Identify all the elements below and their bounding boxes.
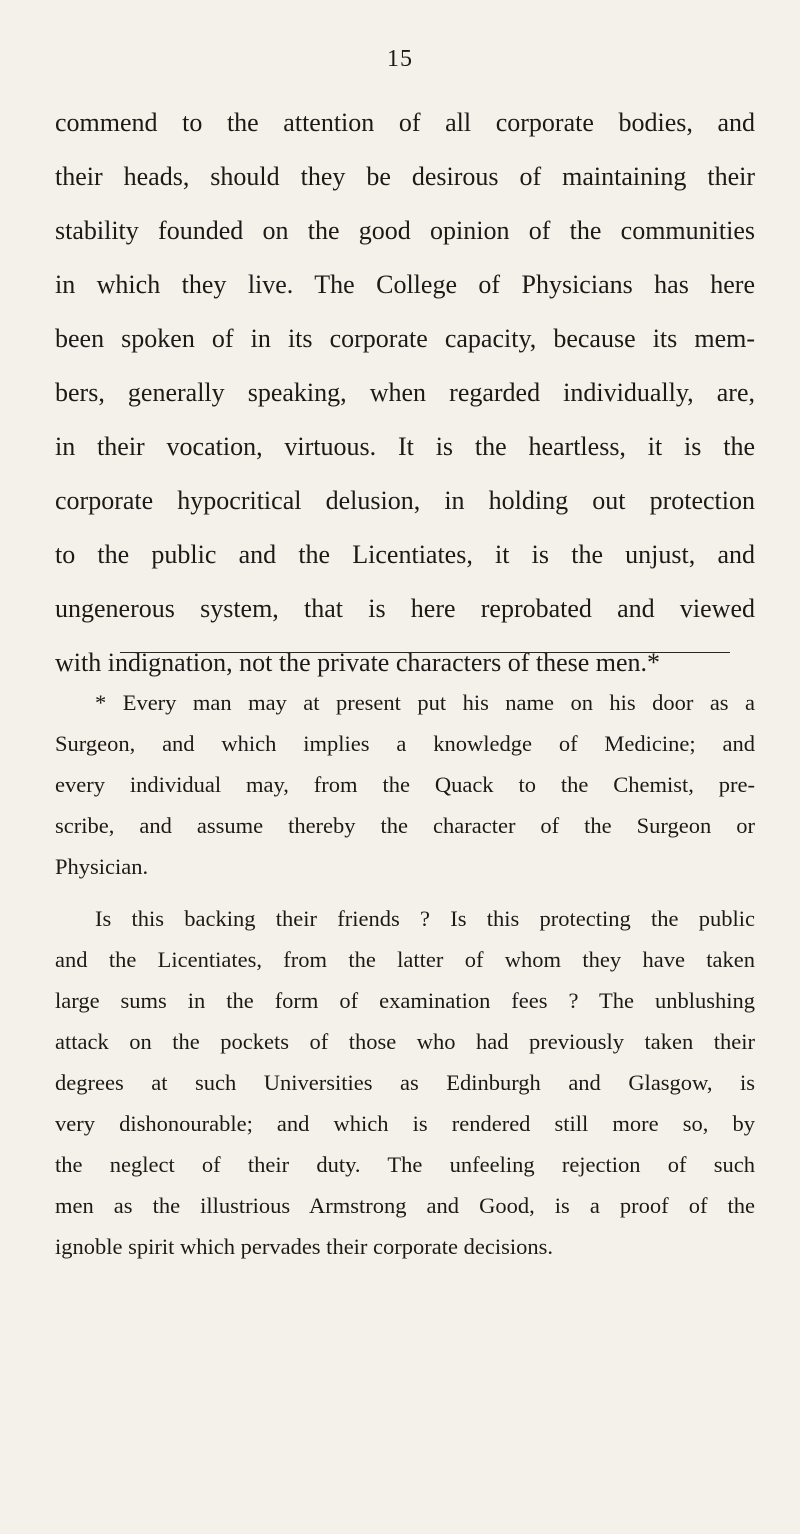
footnote-line: Physician. [55,854,149,879]
footnote-line: degrees at such Universities as Edinburgh and Glasgow, is [55,1070,755,1095]
main-line: bers, generally speaking, when regarded individually, are, [55,378,755,407]
main-line: with indignation, not the private characters of these men.* [55,648,661,677]
footnote-line: and the Licentiates, from the latter of whom they have taken [55,947,755,972]
main-line: been spoken of in its corporate capacity, because its mem- [55,324,755,353]
footnote-line: large sums in the form of examination fees ? The unblushing [55,988,755,1013]
footnote-line: Is this backing their friends ? Is this protecting the public [95,906,755,931]
footnote-line: Surgeon, and which implies a knowledge of Medicine; and [55,731,755,756]
footnote-second [55,898,755,1267]
footnote-line: every individual may, from the Quack to the Chemist, pre- [55,772,755,797]
main-line: stability founded on the good opinion of the communities [55,216,755,245]
main-line: to the public and the Licentiates, it is the unjust, and [55,540,755,569]
main-line: in which they live. The College of Physicians has here [55,270,755,299]
footnote-first [55,682,755,887]
footnote-line: attack on the pockets of those who had previously taken their [55,1029,755,1054]
footnote-line: very dishonourable; and which is rendered still more so, by [55,1111,755,1136]
footnote-divider [120,652,730,653]
main-line: corporate hypocritical delusion, in holding out protection [55,486,755,515]
footnote-line: the neglect of their duty. The unfeeling rejection of such [55,1152,755,1177]
main-line: ungenerous system, that is here reprobated and viewed [55,594,755,623]
main-line: commend to the attention of all corporate bodies, and [55,108,755,137]
footnote-line: scribe, and assume thereby the character of the Surgeon or [55,813,755,838]
main-line: in their vocation, virtuous. It is the heartless, it is the [55,432,755,461]
main-line: their heads, should they be desirous of maintaining their [55,162,755,191]
main-paragraph [55,96,755,690]
footnote-line: men as the illustrious Armstrong and Good, is a proof of the [55,1193,755,1218]
footnote-line: * Every man may at present put his name on his door as a [95,690,755,715]
footnote-line: ignoble spirit which pervades their corporate decisions. [55,1234,553,1259]
page-number: 15 [387,46,413,72]
